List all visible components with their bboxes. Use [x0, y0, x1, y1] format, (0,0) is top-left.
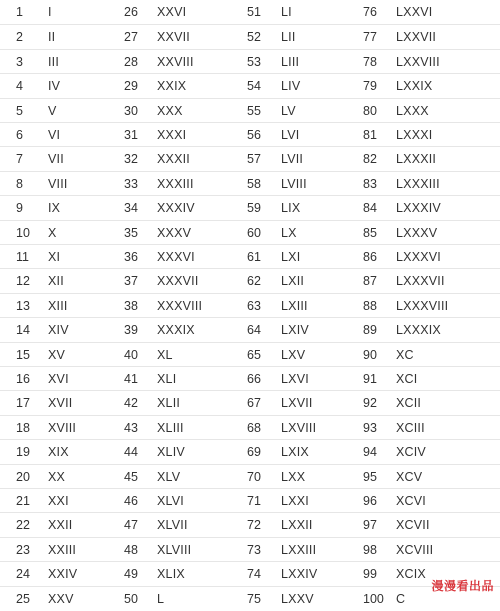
arabic-number: 15: [16, 347, 30, 362]
arabic-number: 57: [247, 152, 261, 167]
roman-numeral: XCII: [396, 396, 422, 411]
table-row: [0, 317, 500, 341]
arabic-number: 100: [363, 591, 384, 606]
arabic-number: 18: [16, 420, 30, 435]
roman-numeral: XI: [48, 250, 61, 264]
roman-numeral: LXI: [281, 250, 301, 264]
arabic-number: 58: [247, 176, 261, 191]
arabic-number: 54: [247, 79, 261, 94]
arabic-number: 24: [16, 567, 30, 582]
table-row: [0, 49, 500, 73]
roman-numeral: LIX: [281, 201, 301, 216]
roman-numeral: I: [48, 5, 52, 19]
arabic-number: 33: [124, 176, 138, 191]
roman-numeral: LXXXVI: [396, 250, 441, 264]
roman-numeral: LXX: [281, 469, 306, 484]
roman-numeral: LIII: [281, 54, 300, 69]
roman-numeral: XIX: [48, 445, 69, 460]
arabic-number: 77: [363, 30, 377, 45]
arabic-number: 68: [247, 420, 261, 435]
arabic-number: 62: [247, 274, 261, 289]
table-row: [0, 171, 500, 195]
roman-numeral: V: [48, 103, 57, 118]
roman-numeral: II: [48, 30, 56, 45]
arabic-number: 51: [247, 5, 261, 19]
arabic-number: 98: [363, 542, 377, 557]
arabic-number: 29: [124, 79, 138, 94]
roman-numeral: XXXV: [157, 225, 192, 240]
table-row: [0, 122, 500, 146]
roman-numeral: LI: [281, 5, 292, 19]
arabic-number: 55: [247, 103, 261, 118]
roman-numeral: XXXIV: [157, 201, 195, 216]
table-row: [0, 146, 500, 170]
roman-numeral: XCVIII: [396, 542, 434, 557]
roman-numeral: LXXVII: [396, 30, 437, 45]
roman-numeral: XII: [48, 274, 64, 289]
roman-numeral: XL: [157, 347, 173, 362]
roman-numeral: LIV: [281, 79, 301, 94]
roman-numeral: XLV: [157, 469, 181, 484]
arabic-number: 25: [16, 591, 30, 606]
arabic-number: 16: [16, 372, 30, 386]
table-row: [0, 464, 500, 488]
arabic-number: 94: [363, 445, 377, 460]
arabic-number: 42: [124, 396, 138, 411]
arabic-number: 78: [363, 54, 377, 69]
arabic-number: 35: [124, 225, 138, 240]
arabic-number: 22: [16, 518, 30, 533]
roman-numeral: VI: [48, 128, 61, 142]
arabic-number: 37: [124, 274, 138, 289]
roman-numeral: LXVIII: [281, 420, 317, 435]
roman-numeral: XXIX: [157, 79, 187, 94]
arabic-number: 67: [247, 396, 261, 411]
roman-numeral: LXV: [281, 347, 306, 362]
arabic-number: 20: [16, 469, 30, 484]
arabic-number: 12: [16, 274, 30, 289]
arabic-number: 83: [363, 176, 377, 191]
arabic-number: 72: [247, 518, 261, 533]
roman-numeral: XXVII: [157, 30, 190, 45]
roman-numeral: LXXIII: [281, 542, 317, 557]
roman-numeral: XC: [396, 347, 414, 362]
roman-numeral: C: [396, 591, 406, 606]
roman-numeral: XLIX: [157, 567, 185, 582]
roman-numeral: XLIII: [157, 420, 184, 435]
arabic-number: 45: [124, 469, 138, 484]
roman-numeral: IV: [48, 79, 61, 94]
arabic-number: 59: [247, 201, 261, 216]
table-row: [0, 195, 500, 219]
arabic-number: 2: [16, 30, 23, 45]
roman-numeral: XVIII: [48, 420, 77, 435]
arabic-number: 65: [247, 347, 261, 362]
roman-numeral: VIII: [48, 176, 68, 191]
roman-numeral: XCI: [396, 372, 418, 386]
arabic-number: 64: [247, 323, 261, 338]
roman-numeral: XIV: [48, 323, 69, 338]
roman-numeral: LVI: [281, 128, 300, 142]
arabic-number: 13: [16, 298, 30, 313]
roman-numeral: XX: [48, 469, 66, 484]
roman-numeral: LXXII: [281, 518, 313, 533]
roman-numeral: XXXVI: [157, 250, 195, 264]
roman-numeral: LXXXIII: [396, 176, 440, 191]
roman-numeral: XXXIX: [157, 323, 195, 338]
watermark-text: 漫漫看出品: [431, 579, 494, 593]
roman-numeral: XCIV: [396, 445, 426, 460]
roman-numeral: XV: [48, 347, 66, 362]
roman-numeral: XXII: [48, 518, 73, 533]
arabic-number: 66: [247, 372, 261, 386]
roman-numeral: XCVI: [396, 494, 426, 508]
arabic-number: 21: [16, 494, 30, 508]
arabic-number: 26: [124, 5, 138, 19]
arabic-number: 95: [363, 469, 377, 484]
arabic-number: 27: [124, 30, 138, 45]
roman-numeral: L: [157, 591, 165, 606]
table-row: [0, 586, 500, 610]
roman-numeral: IX: [48, 201, 61, 216]
arabic-number: 76: [363, 5, 377, 19]
arabic-number: 88: [363, 298, 377, 313]
arabic-number: 14: [16, 323, 30, 338]
roman-numeral: LXII: [281, 274, 305, 289]
arabic-number: 49: [124, 567, 138, 582]
roman-numeral: LVII: [281, 152, 304, 167]
arabic-number: 86: [363, 250, 377, 264]
arabic-number: 10: [16, 225, 30, 240]
arabic-number: 97: [363, 518, 377, 533]
table-row: [0, 293, 500, 317]
table-row: [0, 220, 500, 244]
table-row: [0, 415, 500, 439]
table-row: [0, 268, 500, 292]
arabic-number: 47: [124, 518, 138, 533]
arabic-number: 89: [363, 323, 377, 338]
roman-numeral: LXXXIV: [396, 201, 441, 216]
table-row: [0, 488, 500, 512]
arabic-number: 69: [247, 445, 261, 460]
roman-numeral: XXX: [157, 103, 183, 118]
arabic-number: 19: [16, 445, 30, 460]
roman-numeral: XLII: [157, 396, 181, 411]
arabic-number: 8: [16, 176, 23, 191]
roman-numeral: LXXX: [396, 103, 429, 118]
roman-numeral: XIII: [48, 298, 68, 313]
arabic-number: 41: [124, 372, 138, 386]
roman-numeral: LV: [281, 103, 296, 118]
roman-numeral: LVIII: [281, 176, 307, 191]
arabic-number: 4: [16, 79, 23, 94]
roman-numeral: LXXXII: [396, 152, 437, 167]
roman-numeral: XXXI: [157, 128, 187, 142]
roman-numeral: XXXVII: [157, 274, 199, 289]
table-row: [0, 342, 500, 366]
arabic-number: 52: [247, 30, 261, 45]
roman-numeral: XCVII: [396, 518, 430, 533]
roman-numeral: XLVII: [157, 518, 188, 533]
roman-numeral: XXI: [48, 494, 69, 508]
table-row: [0, 390, 500, 414]
roman-numeral: LII: [281, 30, 296, 45]
roman-numeral: III: [48, 54, 60, 69]
table-row: [0, 98, 500, 122]
roman-numeral: LXVII: [281, 396, 313, 411]
arabic-number: 31: [124, 128, 138, 142]
roman-numeral: LXXXV: [396, 225, 438, 240]
arabic-number: 1: [16, 5, 23, 19]
roman-numeral: XLVI: [157, 494, 184, 508]
roman-numeral: LXVI: [281, 372, 309, 386]
roman-numeral: XLVIII: [157, 542, 192, 557]
arabic-number: 74: [247, 567, 261, 582]
arabic-number: 5: [16, 103, 23, 118]
arabic-number: 93: [363, 420, 377, 435]
roman-numeral: XVI: [48, 372, 69, 386]
roman-numeral: VII: [48, 152, 64, 167]
roman-numeral: XXV: [48, 591, 74, 606]
arabic-number: 90: [363, 347, 377, 362]
roman-numeral: LXXVIII: [396, 54, 440, 69]
arabic-number: 46: [124, 494, 138, 508]
roman-numeral: XVII: [48, 396, 73, 411]
roman-numeral: XCIII: [396, 420, 425, 435]
table-row: [0, 439, 500, 463]
roman-numeral: LXXXVIII: [396, 298, 449, 313]
arabic-number: 75: [247, 591, 261, 606]
roman-numeral: LXXXI: [396, 128, 433, 142]
arabic-number: 30: [124, 103, 138, 118]
arabic-number: 3: [16, 54, 23, 69]
table-row: [0, 537, 500, 561]
arabic-number: 11: [16, 250, 29, 264]
arabic-number: 38: [124, 298, 138, 313]
roman-numeral: LXXIV: [281, 567, 318, 582]
arabic-number: 43: [124, 420, 138, 435]
arabic-number: 39: [124, 323, 138, 338]
table-row: [0, 244, 500, 268]
arabic-number: 96: [363, 494, 377, 508]
roman-numeral: XXXII: [157, 152, 190, 167]
arabic-number: 73: [247, 542, 261, 557]
table-row: [0, 24, 500, 48]
roman-numeral: LXIII: [281, 298, 308, 313]
arabic-number: 79: [363, 79, 377, 94]
arabic-number: 34: [124, 201, 138, 216]
arabic-number: 81: [363, 128, 377, 142]
roman-numeral: LXXV: [281, 591, 314, 606]
arabic-number: 17: [16, 396, 30, 411]
arabic-number: 87: [363, 274, 377, 289]
roman-numeral: LXIX: [281, 445, 309, 460]
arabic-number: 28: [124, 54, 138, 69]
arabic-number: 80: [363, 103, 377, 118]
arabic-number: 61: [247, 250, 261, 264]
arabic-number: 50: [124, 591, 138, 606]
roman-numeral: LXIV: [281, 323, 309, 338]
arabic-number: 92: [363, 396, 377, 411]
arabic-number: 63: [247, 298, 261, 313]
table-row: [0, 73, 500, 97]
arabic-number: 36: [124, 250, 138, 264]
table-row: [0, 0, 500, 24]
roman-numeral: XCIX: [396, 567, 426, 582]
arabic-number: 99: [363, 567, 377, 582]
roman-numeral: XXVI: [157, 5, 187, 19]
arabic-number: 84: [363, 201, 377, 216]
arabic-number: 7: [16, 152, 23, 167]
arabic-number: 70: [247, 469, 261, 484]
arabic-number: 85: [363, 225, 377, 240]
roman-numeral: XXIV: [48, 567, 78, 582]
roman-numeral: XCV: [396, 469, 423, 484]
roman-numeral: LXXXIX: [396, 323, 441, 338]
roman-numeral: XLI: [157, 372, 177, 386]
arabic-number: 48: [124, 542, 138, 557]
table-row: [0, 561, 500, 585]
arabic-number: 56: [247, 128, 261, 142]
arabic-number: 6: [16, 128, 23, 142]
arabic-number: 60: [247, 225, 261, 240]
roman-numeral: XXVIII: [157, 54, 194, 69]
roman-numeral: X: [48, 225, 57, 240]
arabic-number: 23: [16, 542, 30, 557]
roman-numeral: LXXI: [281, 494, 309, 508]
arabic-number: 53: [247, 54, 261, 69]
roman-numeral: XLIV: [157, 445, 185, 460]
roman-numeral: XXIII: [48, 542, 77, 557]
arabic-number: 44: [124, 445, 138, 460]
roman-numeral: XXXIII: [157, 176, 194, 191]
roman-numeral: LX: [281, 225, 297, 240]
arabic-number: 91: [363, 372, 377, 386]
roman-numeral: LXXXVII: [396, 274, 445, 289]
arabic-number: 32: [124, 152, 138, 167]
arabic-number: 40: [124, 347, 138, 362]
roman-numeral: LXXIX: [396, 79, 433, 94]
roman-numeral: XXXVIII: [157, 298, 203, 313]
arabic-number: 82: [363, 152, 377, 167]
arabic-number: 9: [16, 201, 23, 216]
arabic-number: 71: [247, 494, 261, 508]
table-row: [0, 512, 500, 536]
table-row: [0, 366, 500, 390]
roman-numeral: LXXVI: [396, 5, 433, 19]
